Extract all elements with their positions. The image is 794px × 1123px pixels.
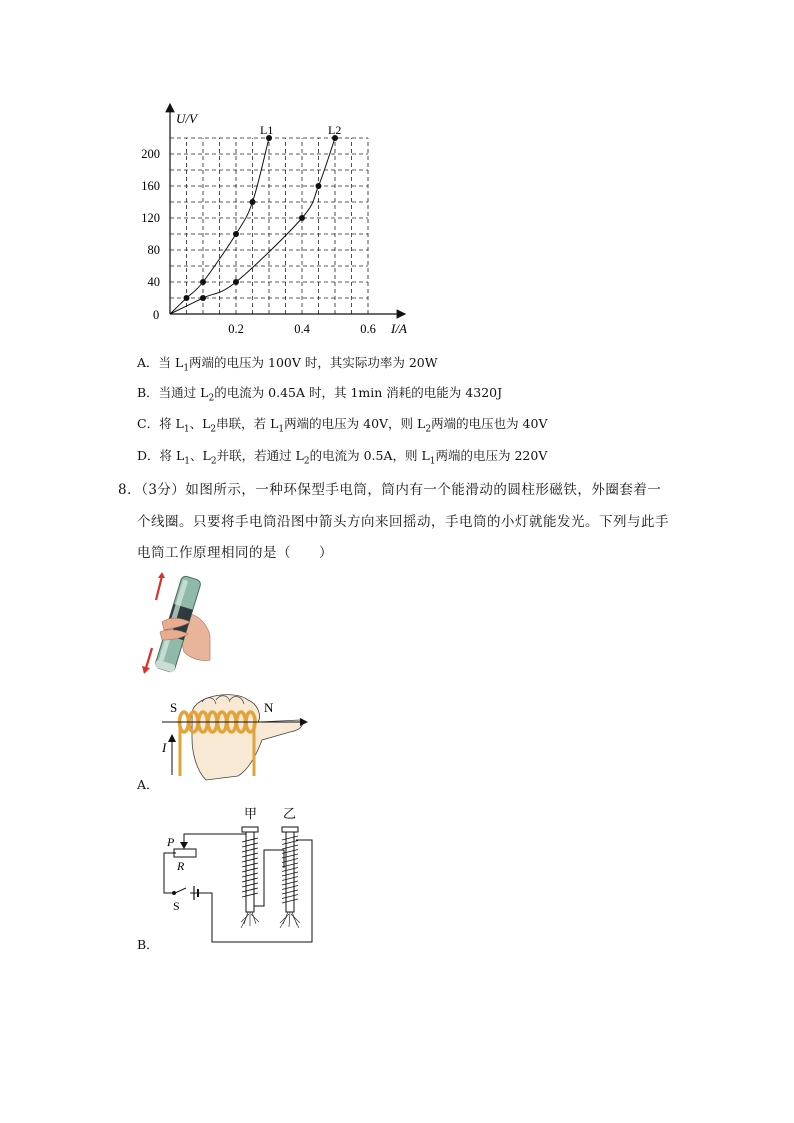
y-tick-label: 200 xyxy=(141,147,160,161)
label-s: S xyxy=(173,899,180,913)
flashlight-image xyxy=(140,570,215,678)
origin-label: 0 xyxy=(153,308,160,322)
figure-a-option-label: A． xyxy=(137,777,159,792)
y-tick-label: 120 xyxy=(141,211,160,225)
data-point-l1 xyxy=(233,231,239,237)
data-point-l2 xyxy=(233,279,239,285)
iron-filings-icon xyxy=(241,912,300,928)
y-tick-label: 160 xyxy=(141,179,160,193)
option-d: D．将 $L_1$、$L_2$并联，若通过 $L_2$的电流为 0.5A，则 $L_1$两端的电压为 220V xyxy=(137,448,548,467)
data-point-l1 xyxy=(184,295,190,301)
right-hand-shape xyxy=(192,695,303,780)
label-yi: 乙 xyxy=(283,806,297,821)
option-c: C．将 $L_1$、$L_2$串联，若 $L_1$两端的电压为 40V，则 $L_2$两端的电压也为 40V xyxy=(137,416,548,435)
curve-label-l1: L1 xyxy=(260,123,274,137)
x-tick-label: 0.4 xyxy=(294,322,310,336)
label-jia: 甲 xyxy=(244,806,258,821)
figure-a-coil-hand xyxy=(158,690,308,785)
label-r: R xyxy=(177,859,185,873)
x-axis-label: I/A xyxy=(391,321,407,336)
data-point-l2 xyxy=(200,295,206,301)
curve-label-l2: L2 xyxy=(328,123,342,137)
label-p: P xyxy=(167,835,175,849)
x-tick-label: 0.2 xyxy=(228,322,244,336)
y-axis-label: U/V xyxy=(176,111,197,126)
rheostat-r xyxy=(174,849,196,857)
option-b: B．当通过 $L_2$的电流为 0.45A 时，其 1min 消耗的电能为 4320J xyxy=(137,385,503,404)
graph-grid xyxy=(170,138,368,314)
y-tick-label: 80 xyxy=(147,243,160,257)
data-point-l1 xyxy=(250,199,256,205)
data-point-l2 xyxy=(299,215,305,221)
question-8-line-3: 电筒工作原理相同的是（ ） xyxy=(137,545,333,561)
question-8-line-2: 个线圈。只要将手电筒沿图中箭头方向来回摇动，手电筒的小灯就能发光。下列与此手 xyxy=(137,514,669,530)
x-tick-label: 0.6 xyxy=(360,322,376,336)
question-8-line-1: 8．（3分）如图所示，一种环保型手电筒，筒内有一个能滑动的圆柱形磁铁，外圈套着一 xyxy=(118,482,662,498)
option-a: A．当 $L_1$两端的电压为 100V 时，其实际功率为 20W xyxy=(137,355,438,374)
data-point-l1 xyxy=(200,279,206,285)
current-i-label: I xyxy=(162,740,167,755)
pole-n-label: N xyxy=(264,700,274,715)
u-i-graph xyxy=(140,98,430,343)
figure-b-option-label: B． xyxy=(137,937,159,952)
pole-s-label: S xyxy=(170,700,178,715)
y-tick-label: 40 xyxy=(147,275,160,289)
figure-b-electromagnet-circuit xyxy=(155,798,320,948)
data-point-l2 xyxy=(316,183,322,189)
